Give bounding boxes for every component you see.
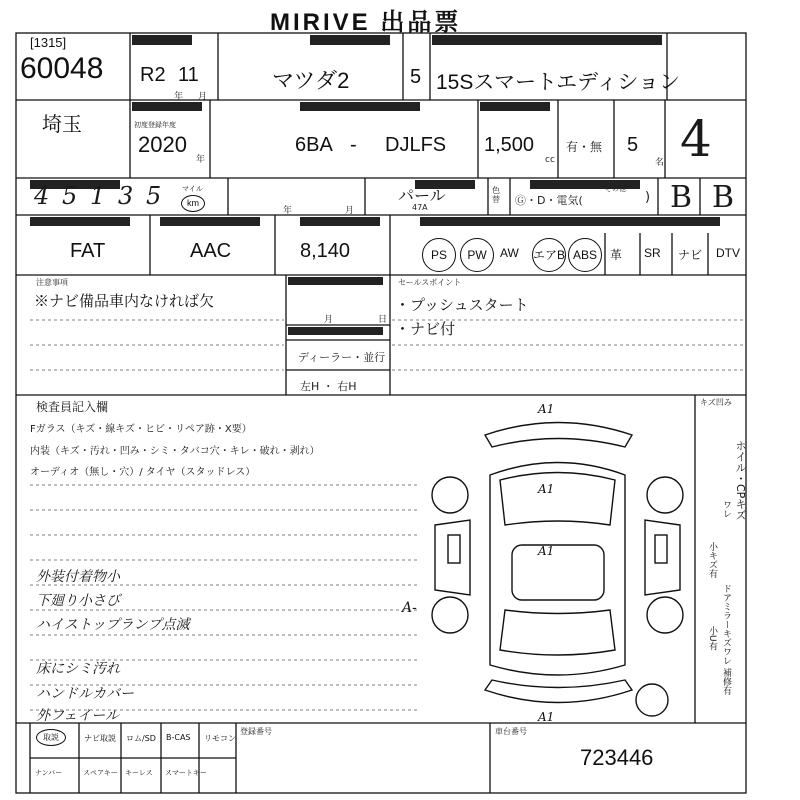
tech-close: ) — [645, 190, 651, 205]
mark-a1-1: A1 — [538, 402, 555, 416]
other-label: その他 — [605, 185, 626, 193]
sales-point-1: ・プッシュスタート — [395, 297, 529, 314]
option-6: SR — [644, 246, 661, 260]
color-code: 47A — [412, 203, 428, 212]
hand-note-4: 床にシミ汚れ — [36, 661, 120, 677]
mileage-detail: 8,140 — [300, 240, 351, 262]
lot-number: 60048 — [20, 52, 104, 85]
inspector-line-2: 内装（キズ・汚れ・凹み・シミ・タバコ穴・キレ・破れ・剥れ） — [30, 446, 320, 457]
seats: 5 — [627, 134, 639, 156]
notes-text: ※ナビ備品車内なければ欠 — [34, 293, 215, 310]
lot-small: [1315] — [30, 35, 67, 50]
side-note-2: 小キズ有 — [707, 542, 717, 578]
cc-unit: cc — [545, 155, 555, 165]
mark-a1-2: A1 — [538, 482, 555, 496]
engine-cc: 1,500 — [484, 134, 535, 156]
equipment2-0: ナンバー — [35, 769, 63, 777]
side-note-0: ホイル・CPキズ — [734, 440, 747, 521]
option-8: DTV — [716, 246, 740, 260]
mileage-digit: 1 — [90, 182, 106, 210]
side-annotations — [696, 440, 746, 720]
option-4: ABS — [568, 238, 602, 272]
reg-month: 11 — [178, 64, 199, 86]
chassis-number: 723446 — [580, 745, 654, 770]
equipment-2: ロム/SD — [126, 734, 156, 743]
diagram-label: キズ凹み — [700, 398, 732, 407]
hand-note-1: 外装付着物小 — [36, 569, 120, 585]
ari-nashi: 有・無 — [566, 140, 603, 154]
side-note-4: 小U有 — [707, 626, 717, 651]
inspector-label: 検査員記入欄 — [36, 400, 109, 414]
hand-note-3: ハイストップランプ点滅 — [36, 617, 190, 633]
sales-point-2: ・ナビ付 — [395, 321, 456, 338]
notes-day: 日 — [378, 315, 388, 325]
shift: FAT — [70, 240, 106, 262]
doors: 5 — [410, 66, 422, 88]
maker-model: マツダ2 — [272, 68, 350, 93]
hand-note-5: ハンドルカバー — [36, 686, 134, 702]
seats-unit: 名 — [655, 158, 665, 168]
inspector-line-1: Fガラス（キズ・線キズ・ヒビ・リペア跡・X要） — [30, 424, 252, 435]
inspector-line-3: オーディオ（無し・穴）/ タイヤ（スタッドレス） — [30, 467, 256, 478]
notes-label: 注意事項 — [36, 278, 68, 287]
grade: 15Sスマートエディション — [436, 71, 681, 94]
sales-label: セールスポイント — [398, 278, 462, 287]
year-label: 年 — [174, 92, 184, 102]
option-5: 革 — [610, 248, 623, 262]
row3-month: 月 — [345, 206, 355, 216]
option-3: エアB — [532, 238, 566, 272]
color-name: パール — [398, 188, 446, 205]
nen-label: 年 — [196, 155, 206, 165]
side-mark: A- — [402, 600, 417, 616]
grade-exterior: B — [712, 180, 735, 215]
record-label: 登録番号 — [240, 727, 272, 736]
side-note-3: ドアミラーキズワレ — [721, 584, 731, 665]
handle-label: 左H ・ 右H — [300, 380, 357, 393]
first-reg-label: 初度登録年度 — [134, 121, 176, 129]
unit-mile: マイル — [182, 185, 203, 193]
side-note-5: 補修有 — [721, 668, 731, 695]
hand-note-2: 下廻り小さび — [36, 593, 120, 609]
month-label: 月 — [198, 92, 208, 102]
row3-year: 年 — [283, 206, 293, 216]
equipment2-2: キーレス — [125, 769, 153, 777]
reg-year: 2020 — [138, 132, 187, 157]
hand-note-6: 外フェイール — [36, 708, 120, 724]
car-diagram — [420, 395, 695, 723]
option-0: PS — [422, 238, 456, 272]
chassis-label: 車台番号 — [495, 727, 527, 736]
model-code: DJLFS — [385, 134, 447, 156]
side-note-1: ワレ — [721, 500, 731, 518]
option-1: PW — [460, 238, 494, 272]
option-2: AW — [500, 246, 519, 260]
mark-a1-3: A1 — [538, 544, 555, 558]
mileage-digits — [26, 182, 176, 212]
equipment-1: ナビ取説 — [84, 734, 116, 743]
tech-label: Ⓖ・D・電気( — [515, 194, 583, 207]
region: 埼玉 — [42, 114, 82, 136]
mark-a1-4: A1 — [538, 710, 555, 723]
equipment2-1: スペアキー — [83, 769, 118, 777]
score: 4 — [680, 110, 712, 168]
mileage-digit: 5 — [62, 182, 78, 210]
model-dash: - — [350, 134, 357, 156]
mileage-digit: 4 — [34, 182, 50, 210]
era: R2 — [140, 64, 166, 86]
notes-month: 月 — [324, 315, 334, 325]
color-change-label: 色替 — [492, 186, 500, 204]
form-title: MIRIVE 出品票 — [270, 9, 462, 36]
equipment-4: リモコン — [204, 734, 236, 743]
equipment2-3: スマートキー — [165, 769, 207, 777]
aircon: AAC — [190, 240, 232, 262]
mileage-digit: 3 — [118, 182, 134, 210]
equipment-3: B-CAS — [166, 733, 191, 742]
model-prefix: 6BA — [295, 134, 333, 156]
option-7: ナビ — [678, 248, 703, 262]
unit-km: km — [181, 195, 205, 212]
dealer-label: ディーラー・並行 — [298, 351, 386, 364]
equipment-0: 取説 — [36, 729, 66, 746]
mileage-digit: 5 — [146, 182, 162, 210]
grade-interior: B — [670, 180, 693, 215]
